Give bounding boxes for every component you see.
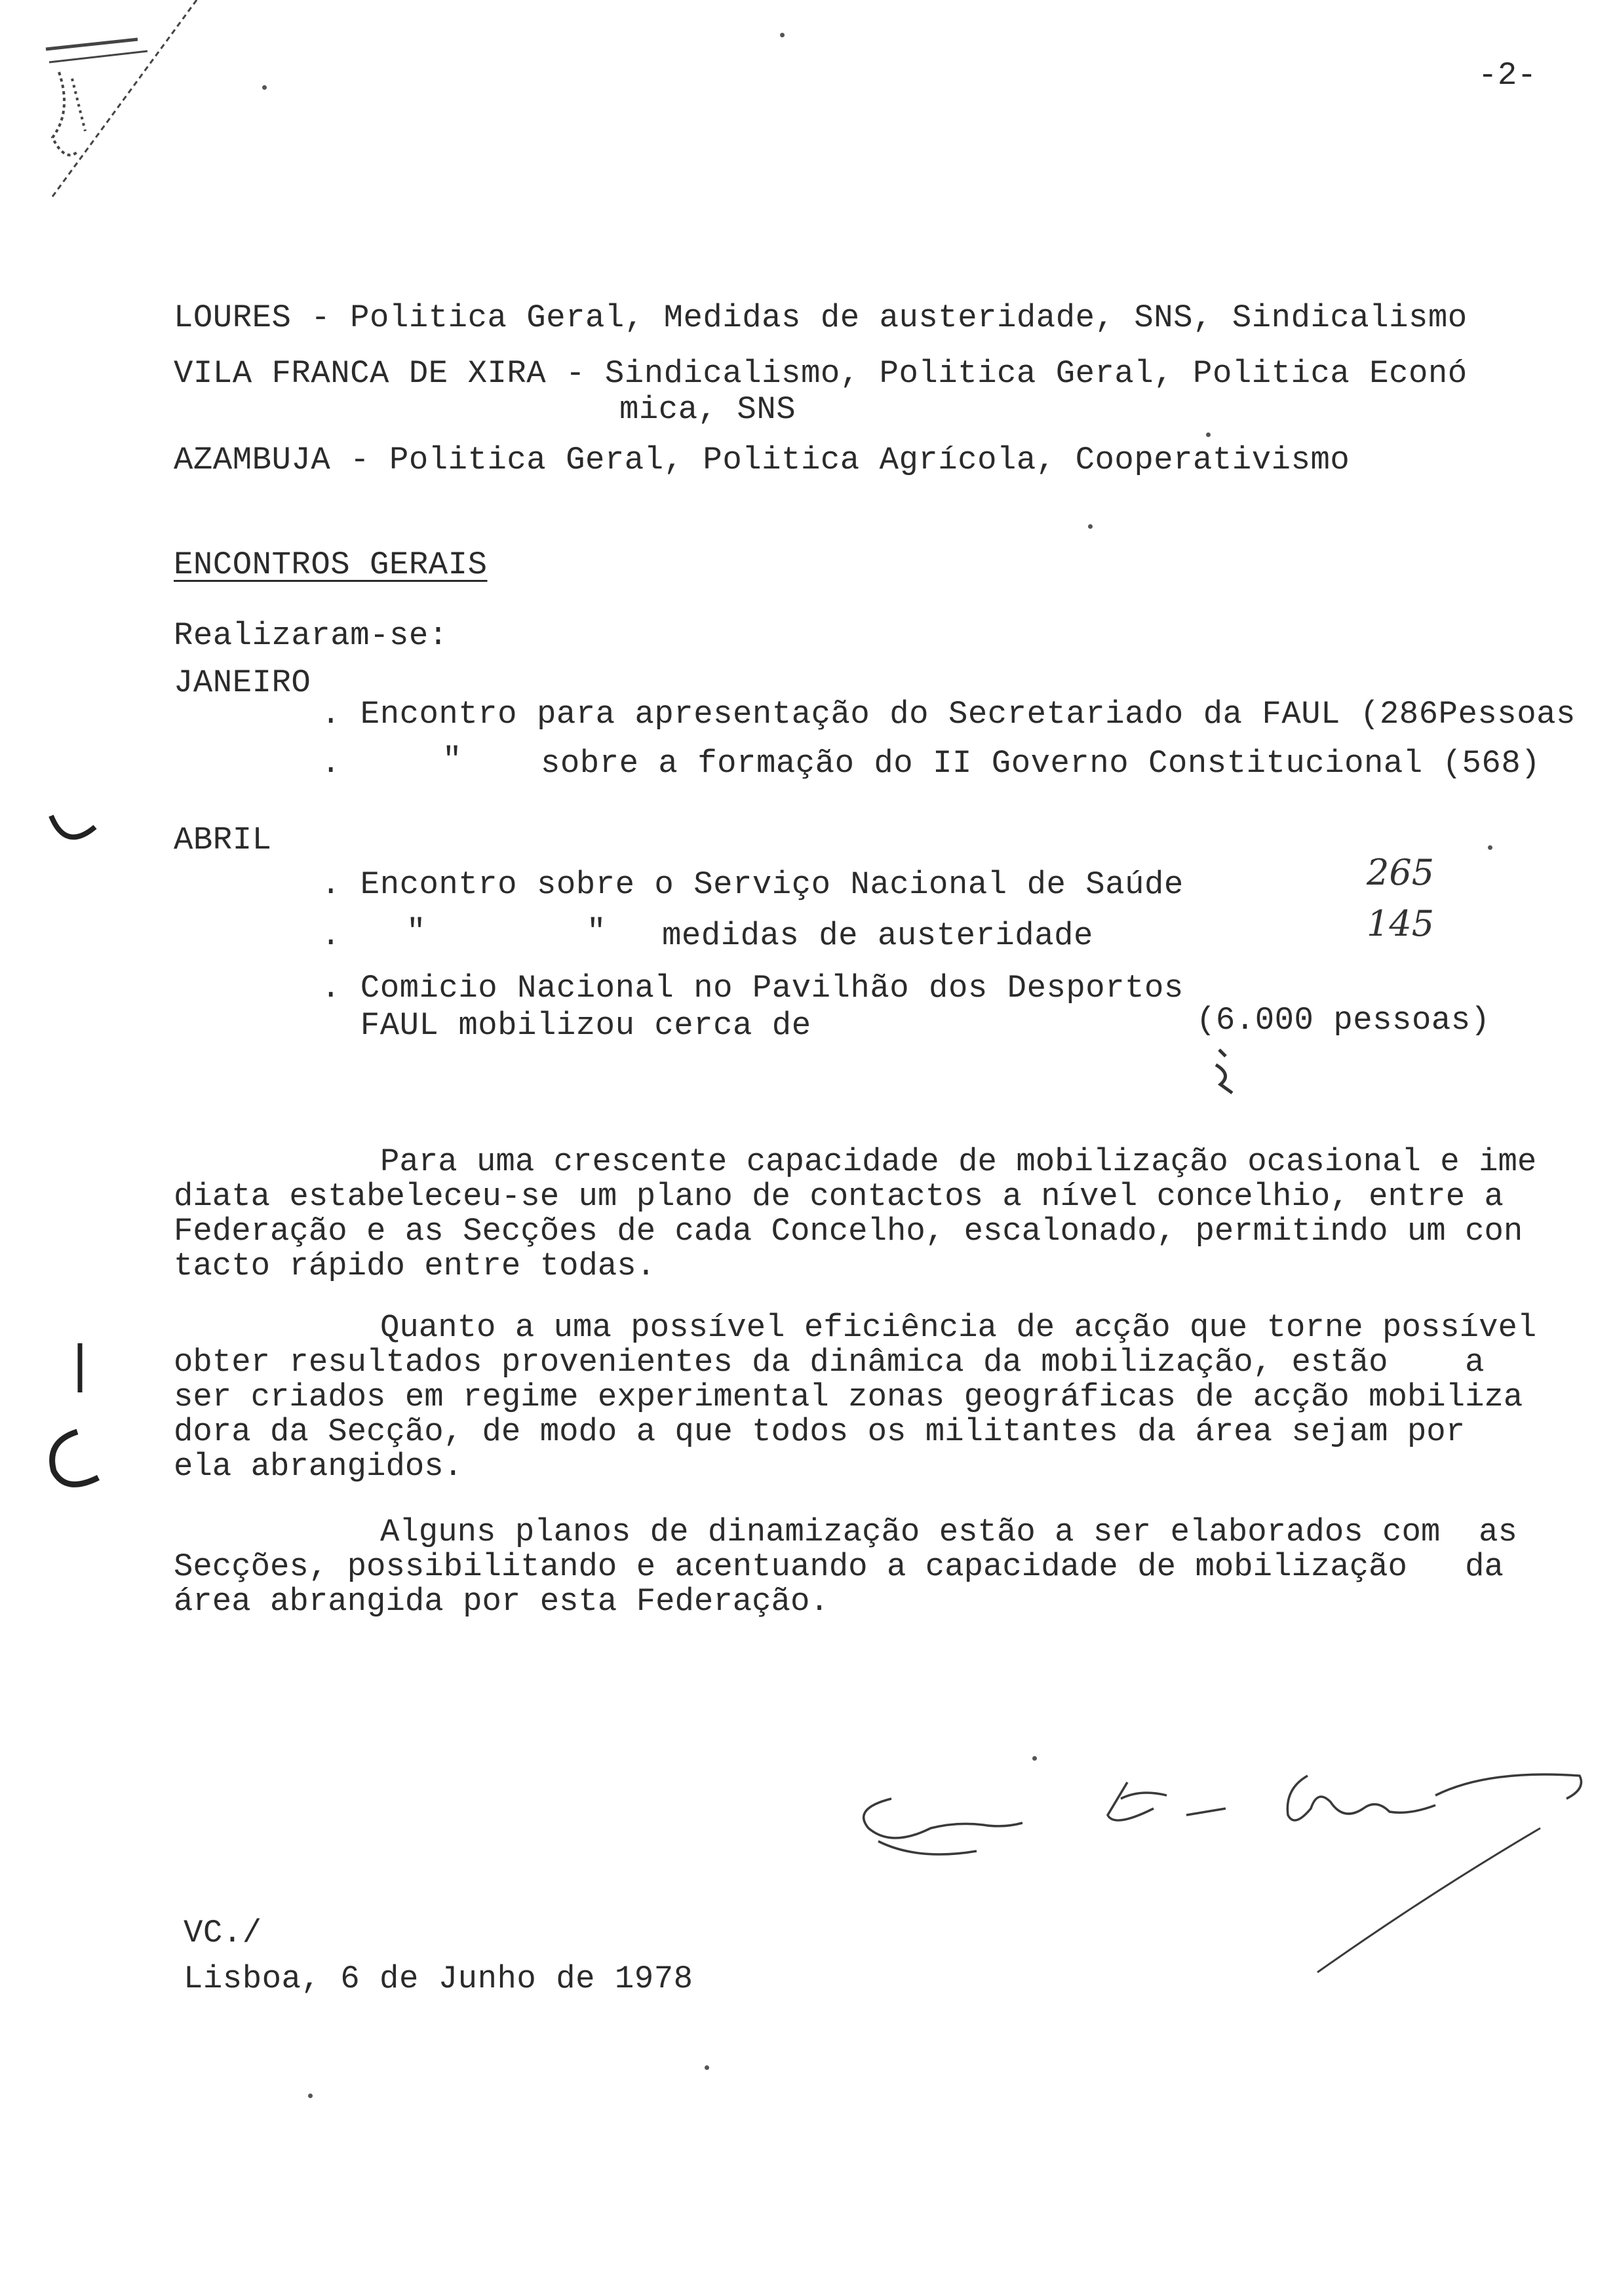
activity-vila-franca: VILA FRANCA DE XIRA - Sindicalismo, Politica Geral, Politica Econó — [174, 355, 1468, 392]
speck — [1488, 845, 1492, 850]
activity-vila-franca-cont: mica, SNS — [619, 391, 796, 428]
corner-stamp-mark — [46, 0, 197, 197]
paragraph-line: área abrangida por esta Federação. — [174, 1583, 829, 1620]
janeiro-bullet: . — [321, 745, 341, 782]
abril-ditto: " — [406, 913, 426, 950]
speck — [1088, 524, 1093, 529]
abril-bullet: . — [321, 917, 341, 954]
place-date: Lisboa, 6 de Junho de 1978 — [184, 1961, 693, 1997]
initials: VC./ — [184, 1915, 262, 1951]
janeiro-item: sobre a formação do II Governo Constitucional (568) — [541, 745, 1541, 782]
abril-item: . Encontro sobre o Serviço Nacional de Saúde — [321, 866, 1184, 903]
abril-item: . Comicio Nacional no Pavilhão dos Desportos — [321, 970, 1184, 1006]
paragraph-line: dora da Secção, de modo a que todos os militantes da área sejam por — [174, 1413, 1466, 1450]
paragraph-line: obter resultados provenientes da dinâmica da mobilização, estão a — [174, 1344, 1485, 1381]
section-heading: ENCONTROS GERAIS — [174, 546, 488, 583]
janeiro-ditto: " — [442, 742, 462, 778]
abril-item-cont: FAUL mobilizou cerca de — [321, 1007, 811, 1044]
paragraph-line: Quanto a uma possível eficiência de acção que torne possível — [380, 1309, 1537, 1346]
speck — [1032, 1756, 1037, 1761]
abril-ditto: " — [587, 913, 606, 950]
pencil-mark — [1216, 1050, 1232, 1093]
activity-azambuja: AZAMBUJA - Politica Geral, Politica Agrícola, Cooperativismo — [174, 442, 1350, 478]
speck — [780, 33, 785, 37]
handwritten-note: 145 — [1367, 903, 1435, 944]
intro-line: Realizaram-se: — [174, 617, 448, 654]
paragraph-line: ser criados em regime experimental zonas geográficas de acção mobiliza — [174, 1379, 1523, 1415]
paragraph-line: diata estabeleceu-se um plano de contactos a nível concelhio, entre a — [174, 1178, 1504, 1215]
speck — [262, 85, 267, 90]
speck — [1206, 432, 1211, 437]
janeiro-item: . Encontro para apresentação do Secretariado da FAUL (286Pessoas — [321, 696, 1576, 733]
paragraph-line: ela abrangidos. — [174, 1448, 463, 1485]
signature — [864, 1774, 1582, 1972]
attendance-count: (6.000 pessoas) — [1196, 1002, 1490, 1039]
margin-mark — [52, 1432, 98, 1484]
abril-item: medidas de austeridade — [662, 917, 1093, 954]
paragraph-line: Secções, possibilitando e acentuando a capacidade de mobilização da — [174, 1548, 1504, 1585]
paragraph-line: Para uma crescente capacidade de mobilização ocasional e ime — [380, 1143, 1537, 1180]
activity-loures: LOURES - Politica Geral, Medidas de austeridade, SNS, Sindicalismo — [174, 299, 1468, 336]
speck — [308, 2094, 313, 2098]
speck — [705, 2065, 709, 2070]
paragraph-line: Federação e as Secções de cada Concelho, escalonado, permitindo um con — [174, 1213, 1523, 1250]
handwritten-note: 265 — [1367, 852, 1435, 893]
page-number: -2- — [1478, 57, 1537, 94]
paragraph-line: Alguns planos de dinamização estão a ser elaborados com as — [380, 1514, 1517, 1550]
margin-mark — [51, 816, 95, 837]
paragraph-line: tacto rápido entre todas. — [174, 1248, 656, 1284]
month-janeiro: JANEIRO — [174, 664, 311, 701]
month-abril: ABRIL — [174, 822, 272, 858]
